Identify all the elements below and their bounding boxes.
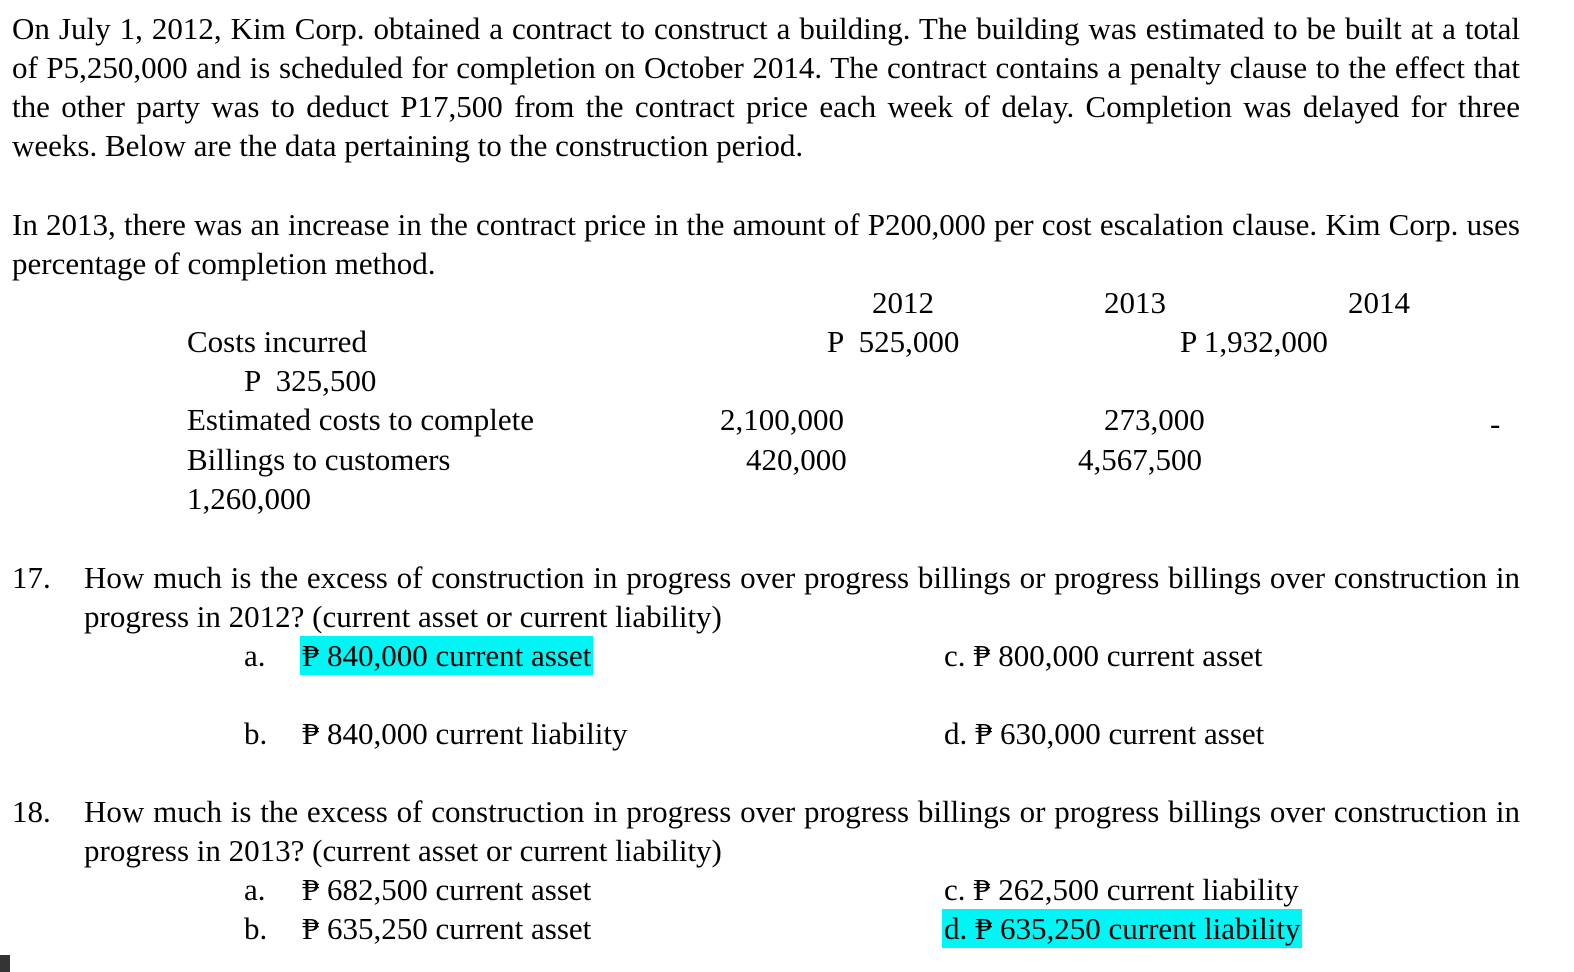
cell-costs-2014: P 325,500 [244, 363, 377, 398]
cell-estimated-2012: 2,100,000 [720, 402, 844, 437]
option-c[interactable]: c. ₱ 262,500 current liability [944, 872, 1299, 907]
option-a-letter: a. [244, 872, 266, 907]
row-label-costs-incurred: Costs incurred [187, 324, 367, 359]
cell-billings-2014: 1,260,000 [187, 481, 311, 516]
cell-costs-2013: P 1,932,000 [1180, 324, 1328, 359]
cell-billings-2013: 4,567,500 [1078, 442, 1202, 477]
corner-marker [0, 955, 10, 972]
option-d-highlighted[interactable]: d. ₱ 635,250 current liability [944, 911, 1301, 946]
row-label-estimated-costs: Estimated costs to complete [187, 402, 534, 437]
cell-estimated-2014: - [1490, 406, 1501, 441]
cell-costs-2012: P 525,000 [827, 324, 960, 359]
intro-paragraph-2: In 2013, there was an increase in the contract price in the amount of P200,000 per cost escalation clause. Kim Corp. uses percentage of completion method. [12, 207, 1520, 281]
question-text: How much is the excess of construction in progress over progress billings or progress billings over construction in progress in 2012? (current asset or current liability) [84, 560, 1520, 634]
option-c[interactable]: c. ₱ 800,000 current asset [944, 638, 1263, 673]
question-number: 18. [12, 794, 51, 829]
option-b-letter: b. [244, 911, 268, 946]
option-a-letter: a. [244, 638, 266, 673]
year-header-2012: 2012 [872, 285, 934, 320]
year-header-2013: 2013 [1104, 285, 1166, 320]
option-b[interactable]: ₱ 635,250 current asset [302, 911, 592, 946]
intro-paragraph-1: On July 1, 2012, Kim Corp. obtained a contract to construct a building. The building was estimated to be built at a total of P5,250,000 and is scheduled for completion on October 2014. The contract contains a penalty clause to the effect that the other party was to deduct P17,500 from the contract price each week of delay. Completion was delayed for three weeks. Below are the data pertaining to the construction period. [12, 11, 1520, 163]
question-text: How much is the excess of construction in progress over progress billings or progress billings over construction in progress in 2013? (current asset or current liability) [84, 794, 1520, 868]
question-number: 17. [12, 560, 51, 595]
option-d[interactable]: d. ₱ 630,000 current asset [944, 716, 1265, 751]
cell-billings-2012: 420,000 [746, 442, 847, 477]
option-a-highlighted[interactable]: ₱ 840,000 current asset [302, 638, 592, 673]
row-label-billings: Billings to customers [187, 442, 451, 477]
option-a[interactable]: ₱ 682,500 current asset [302, 872, 592, 907]
option-b[interactable]: ₱ 840,000 current liability [302, 716, 628, 751]
year-header-2014: 2014 [1348, 285, 1410, 320]
cell-estimated-2013: 273,000 [1104, 402, 1205, 437]
option-b-letter: b. [244, 716, 268, 751]
